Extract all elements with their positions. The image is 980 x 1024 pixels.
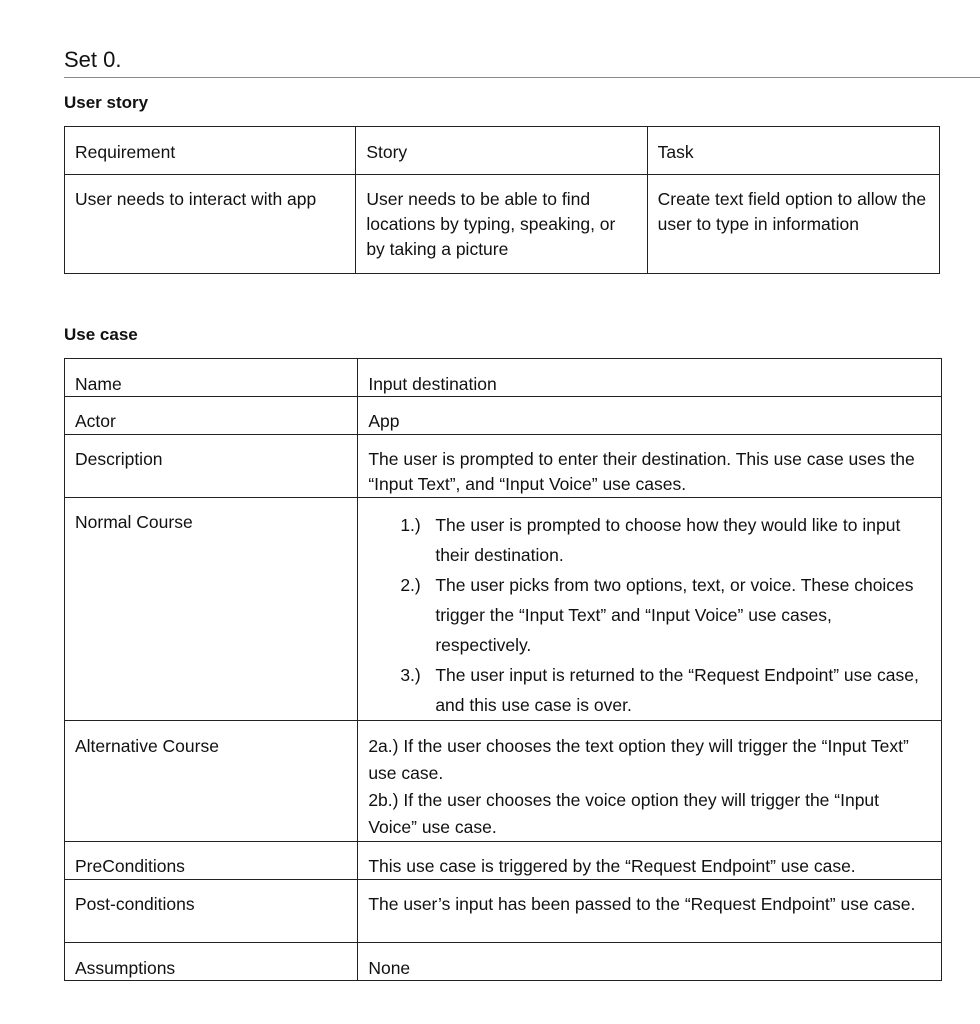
use-case-heading: Use case — [64, 325, 138, 344]
use-case-row-name — [65, 359, 942, 397]
list-item — [368, 570, 931, 660]
use-case-row-assumptions — [65, 943, 942, 981]
alternative-course-label: Alternative Course — [65, 721, 358, 842]
use-case-row-actor — [65, 397, 942, 435]
postconditions-label: Post-conditions — [65, 880, 358, 943]
use-case-table — [64, 358, 942, 981]
column-header-requirement: Requirement — [65, 127, 356, 175]
step-number: 1.) — [400, 515, 421, 535]
step-text: The user is prompted to choose how they would like to input their destination. — [435, 515, 901, 565]
use-case-row-description — [65, 435, 942, 498]
step-text: The user input is returned to the “Request Endpoint” use case, and this use case is over. — [435, 665, 919, 715]
use-case-row-preconditions — [65, 842, 942, 880]
use-case-row-alternative-course — [65, 721, 942, 842]
step-number: 3.) — [400, 665, 421, 685]
list-item — [368, 510, 931, 570]
page-title: Set 0. — [64, 47, 122, 72]
name-label: Name — [65, 359, 358, 397]
table-row — [65, 175, 940, 274]
story-cell: User needs to be able to find locations by typing, speaking, or by taking a picture — [356, 175, 647, 274]
alternative-step: 2a.) If the user chooses the text option they will trigger the “Input Text” use case. — [368, 736, 909, 783]
requirement-cell: User needs to interact with app — [65, 175, 356, 274]
normal-course-label: Normal Course — [65, 498, 358, 721]
step-number: 2.) — [400, 575, 421, 595]
description-label: Description — [65, 435, 358, 498]
postconditions-value: The user’s input has been passed to the “Request Endpoint” use case. — [358, 880, 942, 943]
actor-value: App — [358, 397, 942, 435]
use-case-row-postconditions — [65, 880, 942, 943]
preconditions-label: PreConditions — [65, 842, 358, 880]
user-story-heading: User story — [64, 93, 149, 112]
list-item — [368, 660, 931, 720]
alternative-course-value — [358, 721, 942, 842]
step-text: The user picks from two options, text, or voice. These choices trigger the “Input Text” and “Input Voice” use cases, respectively. — [435, 575, 914, 655]
user-story-table — [64, 126, 940, 274]
normal-course-steps — [368, 510, 931, 720]
description-value: The user is prompted to enter their destination. This use case uses the “Input Text”, and “Input Voice” use cases. — [358, 435, 942, 498]
assumptions-label: Assumptions — [65, 943, 358, 981]
assumptions-value: None — [358, 943, 942, 981]
alternative-step: 2b.) If the user chooses the voice option they will trigger the “Input Voice” use case. — [368, 790, 880, 837]
title-divider — [64, 77, 980, 78]
normal-course-value — [358, 498, 942, 721]
use-case-row-normal-course — [65, 498, 942, 721]
preconditions-value: This use case is triggered by the “Request Endpoint” use case. — [358, 842, 942, 880]
column-header-task: Task — [647, 127, 939, 175]
table-header-row — [65, 127, 940, 175]
task-cell: Create text field option to allow the user to type in information — [647, 175, 939, 274]
name-value: Input destination — [358, 359, 942, 397]
column-header-story: Story — [356, 127, 647, 175]
actor-label: Actor — [65, 397, 358, 435]
